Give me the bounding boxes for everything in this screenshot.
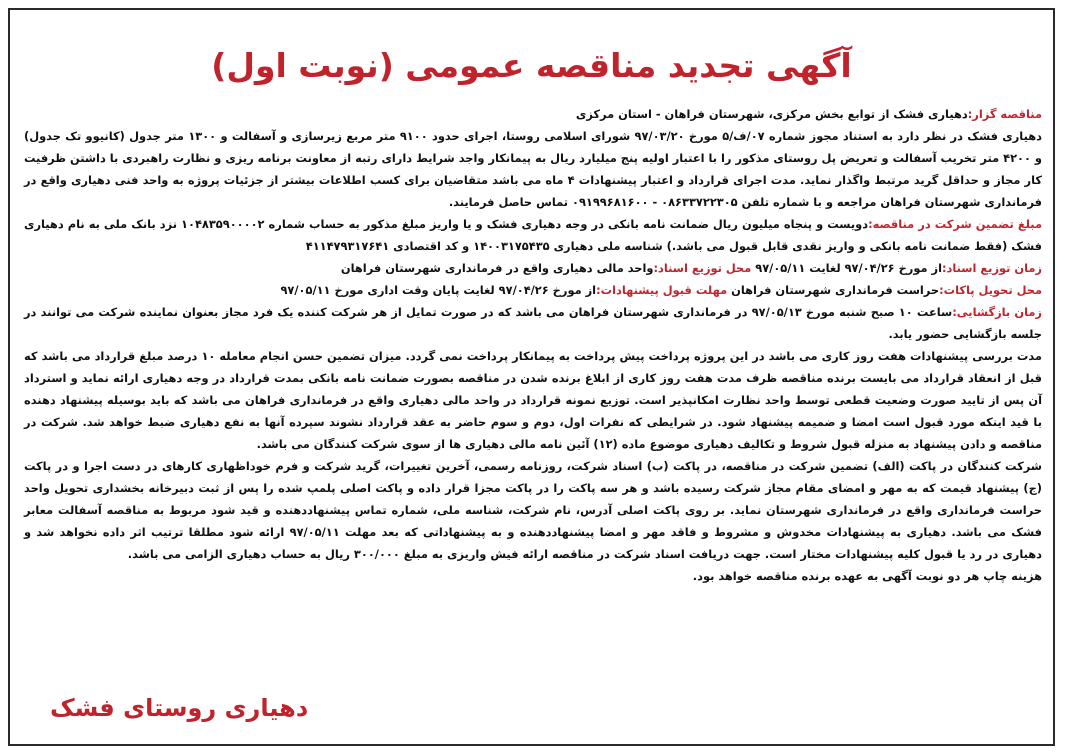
- paragraph-opening: [24, 301, 1042, 345]
- organizer-label: مناقصه گزار:: [967, 107, 1042, 121]
- notice-title: آگهی تجدید مناقصه عمومی (نوبت اول): [211, 46, 852, 85]
- signature: دهیاری روستای فشک: [50, 694, 309, 722]
- distribution-place-label: محل توزیع اسناد:: [653, 261, 752, 275]
- envelopes-text: شرکت کنندگان در پاکت (الف) تضمین شرکت در مناقصه، در پاکت (ب) اسناد شرکت، روزنامه رسمی، آخرین تغییرات، گرید شرکت و فرم خوداظهاری کارهای در دست اجرا و در پاکت (ج) پیشنهاد قیمت که به مهر و امضای مقام مجاز شرکت رسیده باشد و هر سه پاکت را در پاکت مجزا قرار داده و پاکت اصلی پلمپ شده را پس از ثبت دبیرخانه بخشداری تحویل واحد حراست فرمانداری واقع در فرمانداری شهرستان نماید. بر روی پاکت اصلی آدرس، نام شرکت، شناسه ملی، شماره تماس پیشنهاددهنده و قید شود مربوط به مناقصه آسفالت معابر فشک می باشد. دهیاری به پیشنهادات مخدوش و مشروط و فاقد مهر و امضا پیشنهاددهنده و به پیشنهاداتی که بعد مهلت ۹۷/۰۵/۱۱ ارائه شود مطلقا ترتیب اثر داده نخواهد شد و دهیاری در رد یا قبول کلیه پیشنهادات مختار است. جهت دریافت اسناد شرکت در مناقصه ارائه فیش واریزی به مبلغ ۳۰۰/۰۰۰ ریال به حساب دهیاری الزامی می باشد.: [24, 459, 1042, 561]
- delivery-place-text: حراست فرمانداری شهرستان فراهان: [731, 283, 940, 297]
- distribution-time-label: زمان توزیع اسناد:: [941, 261, 1042, 275]
- paragraph-review-terms: [24, 345, 1042, 455]
- guarantee-label: مبلغ تضمین شرکت در مناقصه:: [868, 217, 1043, 231]
- print-cost-text: هزینه چاپ هر دو نوبت آگهی به عهده برنده مناقصه خواهد بود.: [692, 569, 1042, 583]
- review-terms-text: مدت بررسی پیشنهادات هفت روز کاری می باشد در این پروژه پرداخت پیش پرداخت به پیمانکار پرداخت نمی گردد. میزان تضمین حسن انجام معامله ۱۰ درصد مبلغ قرارداد می باشد که قبل از انعقاد قرارداد می بایست برنده مناقصه ظرف مدت هفت روز کاری از ابلاغ برنده شدن در مناقصه بصورت ضمانت نامه بانکی بمدت قرارداد در وجه دهیاری ارائه نماید و استرداد آن پس از تایید صورت وضعیت قطعی توسط واحد نظارت امکانپذیر است. توزیع نمونه قرارداد در واحد مالی دهیاری واقع در فرمانداری فراهان می باشد که باید بوسیله پیشنهاد دهنده با قید اینکه مورد قبول است امضا و ضمیمه پیشنهاد شود. در شرایطی که نفرات اول، دوم و سوم حاضر به عقد قرارداد نشوند سپرده آنها به نفع دهیاری ضبط خواهد شد. شرکت در مناقصه و دادن پیشنهاد به منزله قبول شروط و تکالیف دهیاری موضوع ماده (۱۲) آئین نامه مالی دهیاری ها از سوی شرکت کنندگان می باشد.: [24, 349, 1042, 451]
- deadline-label: مهلت قبول پیشنهادات:: [596, 283, 728, 297]
- paragraph-envelope-delivery: [24, 279, 1042, 301]
- paragraph-organizer: [24, 103, 1042, 125]
- organizer-text: دهیاری فشک از توابع بخش مرکزی، شهرستان فراهان - استان مرکزی: [575, 107, 968, 121]
- paragraph-document-distribution: [24, 257, 1042, 279]
- distribution-time-text: از مورخ ۹۷/۰۴/۲۶ لغایت ۹۷/۰۵/۱۱: [755, 261, 942, 275]
- opening-text: ساعت ۱۰ صبح شنبه مورخ ۹۷/۰۵/۱۳ در فرمانداری شهرستان فراهان می باشد که در صورت تمایل از هر شرکت کننده یک فرد مجاز بعنوان نماینده شرکت می توانند در جلسه بازگشایی حضور یابد.: [24, 305, 1042, 341]
- opening-label: زمان بازگشایی:: [952, 305, 1042, 319]
- delivery-place-label: محل تحویل پاکات:: [939, 283, 1042, 297]
- notice-frame: [8, 8, 1055, 746]
- notice-body: [24, 103, 1042, 587]
- deadline-text: از مورخ ۹۷/۰۴/۲۶ لغایت پایان وقت اداری مورخ ۹۷/۰۵/۱۱: [280, 283, 597, 297]
- guarantee-text: دویست و پنجاه میلیون ریال ضمانت نامه بانکی در وجه دهیاری فشک و یا واریز مبلغ مذکور به حساب شماره ۱۰۴۸۳۵۹۰۰۰۰۲ نزد بانک ملی به نام دهیاری فشک (فقط ضمانت نامه بانکی و واریز نقدی قابل قبول می باشد.) شناسه ملی دهیاری ۱۴۰۰۳۱۷۵۴۳۵ و کد اقتصادی ۴۱۱۴۷۹۳۱۷۶۴۱: [24, 217, 1042, 253]
- project-description-text: دهیاری فشک در نظر دارد به استناد مجوز شماره ۰۷/ف/۵ مورخ ۹۷/۰۳/۲۰ شورای اسلامی روستا، اجرای حدود ۹۱۰۰ متر مربع زیرسازی و آسفالت و ۱۳۰۰ متر جدول (کانیوو تک جدول) و ۴۲۰۰ متر تخریب آسفالت و تعریض پل روستای مذکور را با اعتبار اولیه پنج میلیارد ریال به پیمانکار واجد شرایط دارای رتبه از معاونت برنامه ریزی و نظارت راهبردی با داشتن ظرفیت کار مجاز و حداقل گرید مرتبط واگذار نماید. مدت اجرای قرارداد و اعتبار پیشنهادات ۴ ماه می باشد متقاضیان برای کسب اطلاعات بیشتر از جزئیات پروژه به واحد فنی دهیاری واقع در فرمانداری شهرستان فراهان مراجعه و با شماره تلفن ۰۸۶۳۳۷۲۲۳۰۵ - ۰۹۱۹۹۶۸۱۶۰۰ تماس حاصل فرمایند.: [24, 129, 1043, 209]
- paragraph-guarantee: [24, 213, 1042, 257]
- distribution-place-text: واحد مالی دهیاری واقع در فرمانداری شهرستان فراهان: [340, 261, 654, 275]
- paragraph-envelopes: [24, 455, 1042, 565]
- paragraph-print-cost: [24, 565, 1042, 587]
- paragraph-project-description: [24, 125, 1042, 213]
